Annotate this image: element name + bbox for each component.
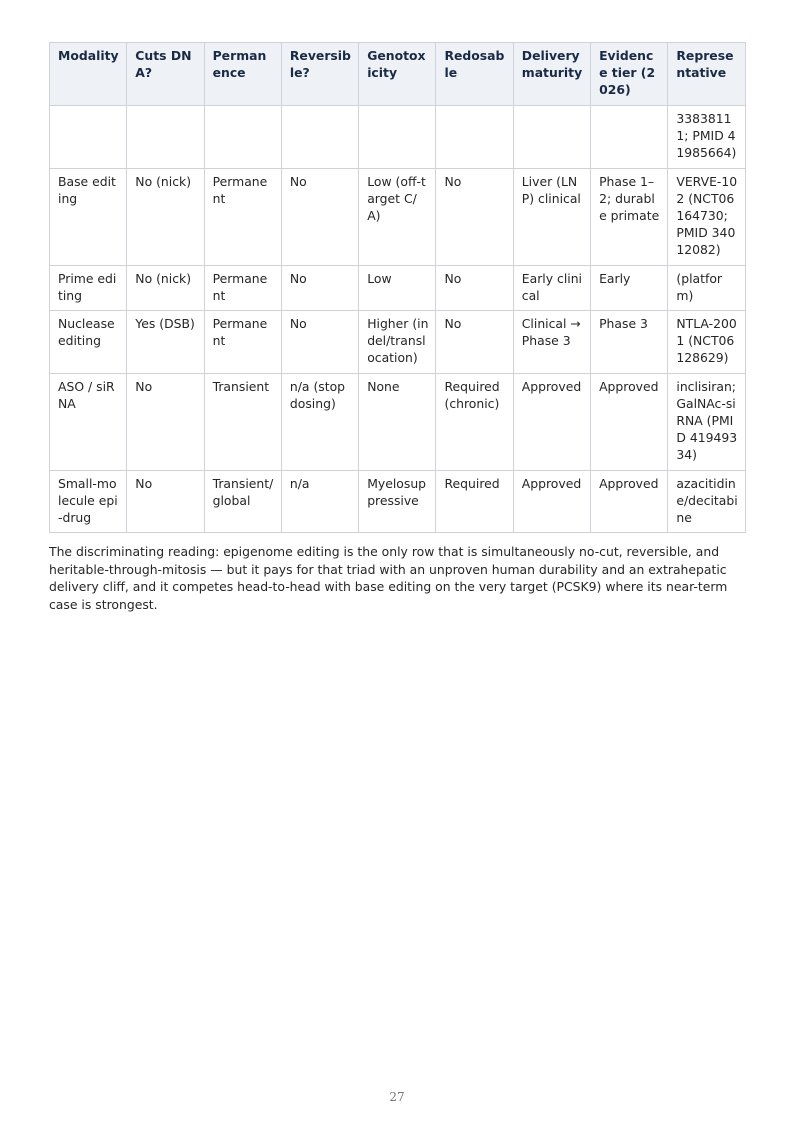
table-cell bbox=[436, 106, 513, 169]
table-row bbox=[50, 470, 746, 533]
table-cell: No bbox=[127, 373, 204, 470]
table-cell: Approved bbox=[591, 373, 668, 470]
table-cell: No bbox=[281, 265, 358, 310]
table-cell: Nuclease editing bbox=[50, 311, 127, 374]
table-cell: None bbox=[359, 373, 436, 470]
table-row bbox=[50, 373, 746, 470]
column-header-evidence-tier: Evidence tier (2026) bbox=[591, 43, 668, 106]
table-cell bbox=[591, 106, 668, 169]
table-header-row bbox=[50, 43, 746, 106]
table-cell bbox=[50, 106, 127, 169]
table-row bbox=[50, 265, 746, 310]
table-cell: Required (chronic) bbox=[436, 373, 513, 470]
table-cell bbox=[127, 106, 204, 169]
table-cell: 33838111; PMID 41985664) bbox=[668, 106, 745, 169]
column-header-reversible: Reversible? bbox=[281, 43, 358, 106]
table-cell: Approved bbox=[591, 470, 668, 533]
table-cell: Transient bbox=[204, 373, 281, 470]
table-cell: Permanent bbox=[204, 168, 281, 265]
table-row bbox=[50, 311, 746, 374]
table-cell: Transient/global bbox=[204, 470, 281, 533]
table-cell: ASO / siRNA bbox=[50, 373, 127, 470]
table-cell: Higher (indel/translocation) bbox=[359, 311, 436, 374]
table-cell: Early clinical bbox=[513, 265, 590, 310]
table-cell: n/a (stop dosing) bbox=[281, 373, 358, 470]
discriminating-reading-paragraph: The discriminating reading: epigenome editing is the only row that is simultaneously no-cut, reversible, and heritable-through-mitosis — but it pays for that triad with an unproven human durability and an extrahepatic delivery cliff, and it competes head-to-head with base editing on the very target (PCSK9) where its near-term case is strongest. bbox=[49, 544, 728, 613]
table-cell: Phase 1–2; durable primate bbox=[591, 168, 668, 265]
table-cell: (platform) bbox=[668, 265, 745, 310]
table-cell: Required bbox=[436, 470, 513, 533]
column-header-modality: Modality bbox=[50, 43, 127, 106]
table-cell: inclisiran; GalNAc-siRNA (PMID 41949334) bbox=[668, 373, 745, 470]
table-cell bbox=[204, 106, 281, 169]
table-cell: Phase 3 bbox=[591, 311, 668, 374]
table-cell: Prime editing bbox=[50, 265, 127, 310]
table-cell: No (nick) bbox=[127, 265, 204, 310]
table-cell: Approved bbox=[513, 373, 590, 470]
table-cell: Clinical → Phase 3 bbox=[513, 311, 590, 374]
column-header-redosable: Redosable bbox=[436, 43, 513, 106]
table-cell: No bbox=[127, 470, 204, 533]
column-header-delivery-maturity: Delivery maturity bbox=[513, 43, 590, 106]
table-cell: VERVE-102 (NCT06164730; PMID 34012082) bbox=[668, 168, 745, 265]
table-cell: No (nick) bbox=[127, 168, 204, 265]
table-cell bbox=[359, 106, 436, 169]
table-cell: Permanent bbox=[204, 265, 281, 310]
table-cell: Low bbox=[359, 265, 436, 310]
table-cell: No bbox=[436, 311, 513, 374]
table-cell: n/a bbox=[281, 470, 358, 533]
table-cell: Base editing bbox=[50, 168, 127, 265]
column-header-genotoxicity: Genotoxicity bbox=[359, 43, 436, 106]
table-cell: Small-molecule epi-drug bbox=[50, 470, 127, 533]
table-cell: Approved bbox=[513, 470, 590, 533]
page-number: 27 bbox=[389, 1090, 405, 1104]
table-cell bbox=[513, 106, 590, 169]
table-cell: Permanent bbox=[204, 311, 281, 374]
table-cell: Yes (DSB) bbox=[127, 311, 204, 374]
table-cell: NTLA-2001 (NCT06128629) bbox=[668, 311, 745, 374]
page-content bbox=[49, 42, 745, 626]
column-header-permanence: Permanence bbox=[204, 43, 281, 106]
column-header-representative: Representative bbox=[668, 43, 745, 106]
column-header-cuts-dna: Cuts DNA? bbox=[127, 43, 204, 106]
table-cell: Early bbox=[591, 265, 668, 310]
table-row bbox=[50, 106, 746, 169]
table-cell: No bbox=[436, 168, 513, 265]
modality-comparison-table bbox=[49, 42, 746, 533]
table-cell: Myelosuppressive bbox=[359, 470, 436, 533]
table-cell: Liver (LNP) clinical bbox=[513, 168, 590, 265]
table-row bbox=[50, 168, 746, 265]
table-cell bbox=[281, 106, 358, 169]
table-cell: No bbox=[281, 311, 358, 374]
table-cell: No bbox=[436, 265, 513, 310]
table-cell: Low (off-target C/A) bbox=[359, 168, 436, 265]
table-cell: azacitidine/decitabine bbox=[668, 470, 745, 533]
table-cell: No bbox=[281, 168, 358, 265]
